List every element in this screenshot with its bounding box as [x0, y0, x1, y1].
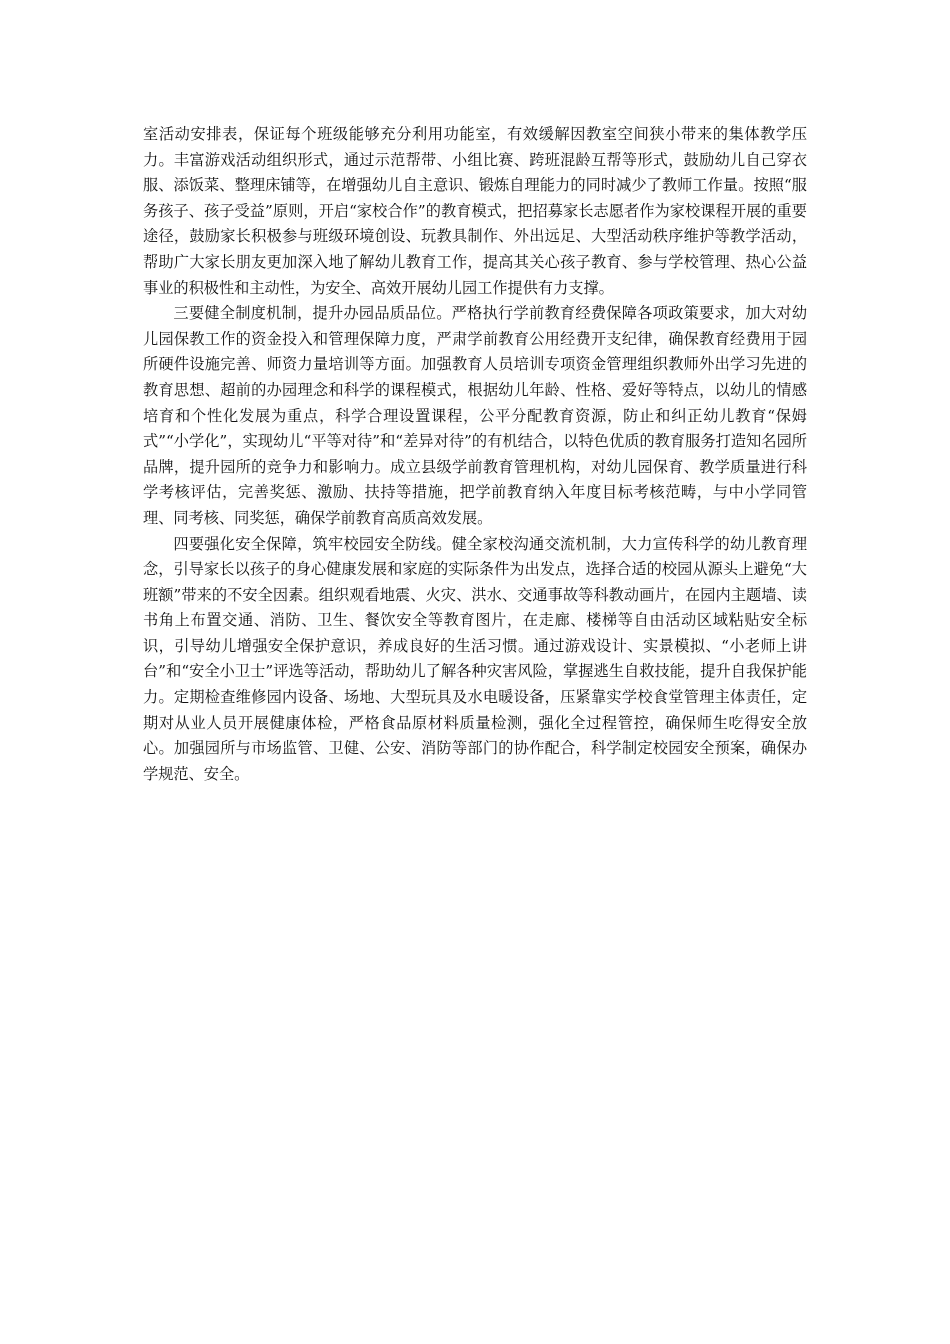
paragraph-institutional-mechanism: 三要健全制度机制，提升办园品质品位。严格执行学前教育经费保障各项政策要求，加大对幼儿园保教工作的资金投入和管理保障力度，严肃学前教育公用经费开支纪律，确保教育经费用于园所硬件设施完善、师资力量培训等方面。加强教育人员培训专项资金管理组织教师外出学习先进的教育思想、超前的办园理念和科学的课程模式，根据幼儿年龄、性格、爱好等特点，以幼儿的情感培育和个性化发展为重点，科学合理设置课程，公平分配教育资源，防止和纠正幼儿教育“保姆式”“小学化”，实现幼儿“平等对待”和“差异对待”的有机结合，以特色优质的教育服务打造知名园所品牌，提升园所的竞争力和影响力。成立县级学前教育管理机构，对幼儿园保育、教学质量进行科学考核评估，完善奖惩、激励、扶持等措施，把学前教育纳入年度目标考核范畴，与中小学同管理、同考核、同奖惩，确保学前教育高质高效发展。 [143, 304, 807, 527]
document-body [143, 122, 807, 787]
paragraph-safety-guarantee: 四要强化安全保障，筑牢校园安全防线。健全家校沟通交流机制，大力宣传科学的幼儿教育理念，引导家长以孩子的身心健康发展和家庭的实际条件为出发点，选择合适的校园从源头上避免“大班额”带来的不安全因素。组织观看地震、火灾、洪水、交通事故等科教动画片，在园内主题墙、读书角上布置交通、消防、卫生、餐饮安全等教育图片，在走廊、楼梯等自由活动区域粘贴安全标识，引导幼儿增强安全保护意识，养成良好的生活习惯。通过游戏设计、实景模拟、“小老师上讲台”和“安全小卫士”评选等活动，帮助幼儿了解各种灾害风险，掌握逃生自救技能，提升自我保护能力。定期检查维修园内设备、场地、大型玩具及水电暖设备，压紧靠实学校食堂管理主体责任，定期对从业人员开展健康体检，严格食品原材料质量检测，强化全过程管控，确保师生吃得安全放心。加强园所与市场监管、卫健、公安、消防等部门的协作配合，科学制定校园安全预案，确保办学规范、安全。 [143, 534, 807, 783]
paragraph-continuation: 室活动安排表，保证每个班级能够充分利用功能室，有效缓解因教室空间狭小带来的集体教学压力。丰富游戏活动组织形式，通过示范帮带、小组比赛、跨班混龄互帮等形式，鼓励幼儿自己穿衣服、添饭菜、整理床铺等，在增强幼儿自主意识、锻炼自理能力的同时减少了教师工作量。按照“服务孩子、孩子受益”原则，开启“家校合作”的教育模式，把招募家长志愿者作为家校课程开展的重要途径，鼓励家长积极参与班级环境创设、玩教具制作、外出远足、大型活动秩序维护等教学活动，帮助广大家长朋友更加深入地了解幼儿教育工作，提高其关心孩子教育、参与学校管理、热心公益事业的积极性和主动性，为安全、高效开展幼儿园工作提供有力支撑。 [143, 125, 807, 297]
